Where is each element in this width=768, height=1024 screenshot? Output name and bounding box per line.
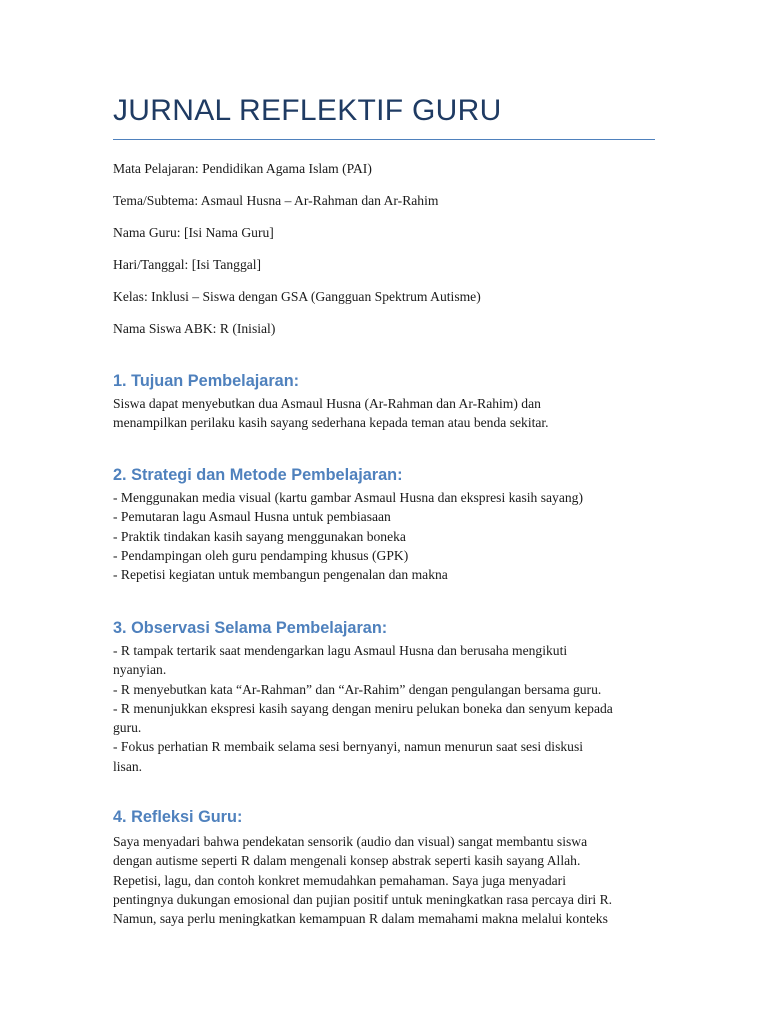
meta-student: Nama Siswa ABK: R (Inisial) [113,321,276,336]
section-body-strategi [113,488,659,584]
meta-date: Hari/Tanggal: [Isi Tanggal] [113,257,262,272]
section-body-observasi [113,641,659,776]
list-item: - Repetisi kegiatan untuk membangun pengenalan dan makna [113,567,448,583]
section-heading-refleksi: 4. Refleksi Guru: [113,808,243,826]
meta-info [113,159,481,351]
list-item: - R tampak tertarik saat mendengarkan lagu Asmaul Husna dan berusaha mengikuti [113,643,568,658]
list-item: - Pendampingan oleh guru pendamping khusus (GPK) [113,547,409,563]
meta-class: Kelas: Inklusi – Siswa dengan GSA (Gangguan Spektrum Autisme) [113,289,481,304]
list-item: - Pemutaran lagu Asmaul Husna untuk pembiasaan [113,509,391,525]
section-heading-observasi: 3. Observasi Selama Pembelajaran: [113,619,388,637]
text-line: Siswa dapat menyebutkan dua Asmaul Husna (Ar-Rahman dan Ar-Rahim) dan [113,396,541,411]
list-item: nyanyian. [113,662,167,678]
title-underline [113,139,655,140]
text-line: Repetisi, lagu, dan contoh konkret memudahkan pemahaman. Saya juga menyadari [113,872,566,888]
section-body-tujuan [113,394,659,433]
text-line: Saya menyadari bahwa pendekatan sensorik (audio dan visual) sangat membantu siswa [113,834,588,849]
list-item: - R menunjukkan ekspresi kasih sayang dengan meniru pelukan boneka dan senyum kepada [113,700,613,716]
list-item: - Fokus perhatian R membaik selama sesi bernyanyi, namun menurun saat sesi diskusi [113,739,584,755]
text-line: menampilkan perilaku kasih sayang sederhana kepada teman atau benda sekitar. [113,415,549,431]
meta-teacher: Nama Guru: [Isi Nama Guru] [113,225,274,240]
text-line: pentingnya dukungan emosional dan pujian positif untuk meningkatkan rasa percaya diri R. [113,891,613,907]
section-body-refleksi [113,832,659,928]
section-heading-tujuan: 1. Tujuan Pembelajaran: [113,372,300,390]
text-line: dengan autisme seperti R dalam mengenali konsep abstrak seperti kasih sayang Allah. [113,853,581,869]
text-line: Namun, saya perlu meningkatkan kemampuan R dalam memahami makna melalui konteks [113,911,608,927]
section-heading-strategi: 2. Strategi dan Metode Pembelajaran: [113,466,403,484]
list-item: - Menggunakan media visual (kartu gambar Asmaul Husna dan ekspresi kasih sayang) [113,490,583,505]
meta-theme: Tema/Subtema: Asmaul Husna – Ar-Rahman dan Ar-Rahim [113,193,439,208]
list-item: guru. [113,720,142,736]
list-item: - R menyebutkan kata “Ar-Rahman” dan “Ar-Rahim” dengan pengulangan bersama guru. [113,681,602,697]
page-title: JURNAL REFLEKTIF GURU [113,94,502,127]
meta-subject: Mata Pelajaran: Pendidikan Agama Islam (PAI) [113,161,372,176]
list-item: lisan. [113,758,143,774]
list-item: - Praktik tindakan kasih sayang menggunakan boneka [113,528,406,544]
